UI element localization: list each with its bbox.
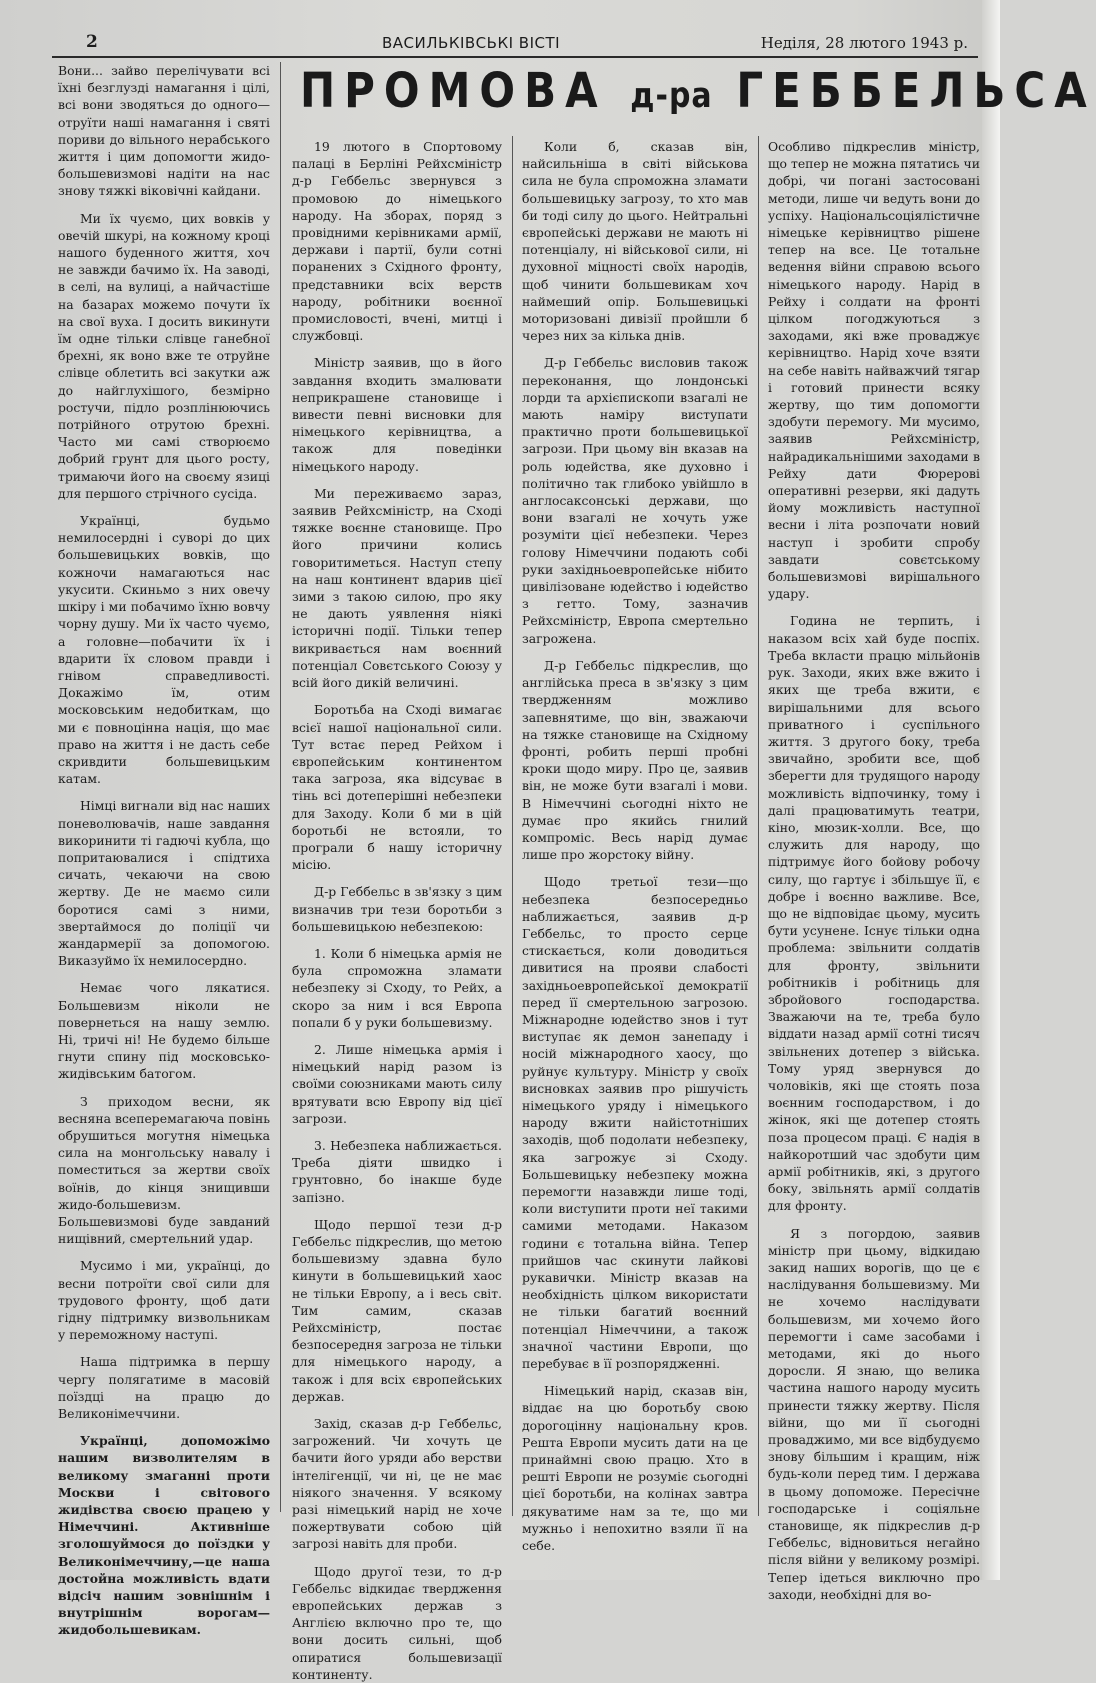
page-number: 2: [86, 32, 98, 52]
paragraph: Немає чого лякатися. Большевизм ніколи не повернеться на нашу землю. Ні, тричі ні! Не будемо більше гнути спину під московсько-жидівським батогом.: [58, 980, 270, 1082]
paragraph: З приходом весни, як весняна всеперемагаюча повінь обрушиться могутня німецька сила на монгольську навалу і поместиться за жертви своїх воїнів, до кінця знищивши жидо-большевизм. Большевизмові буде завданий нищівний, смертельний удар.: [58, 1093, 270, 1247]
header-rule: [52, 56, 978, 58]
paragraph: Ми їх чуємо, цих вовків у овечій шкурі, на кожному кроці нашого буденного життя, хоч не завжди бачимо їх. На заводі, в селі, на вулиці, а найчастіше на базарах можемо почути їх на свої вуха. І досить викинути їм одне тільки слівце ганебної брехні, як воно вже те отруйне слівце облетить всі закутки аж до найглухішого, безмірно ростучи, підло розплінюючись потрійного отрутою брехні. Часто ми самі створюємо добрий грунт для цього росту, тримаючи його на своєму язиці для першого стрічного сусіда.: [58, 210, 270, 501]
paragraph: Наша підтримка в першу чергу полягатиме в масовій поїздці на працю до Великонімеччини.: [58, 1354, 270, 1422]
paragraph: Ми переживаємо зараз, заявив Рейхсміністр, на Сході тяжке воєнне становище. Про його причини колись говоритиметься. Наступ степу на наш континент вдарив цієї зими з такою силою, про яку не дають уявлення ніякі історичні події. Тільки тепер викривається нам воєнний потенціал Совєтського Союзу у всій його дикій величині.: [292, 485, 502, 691]
paragraph: Боротьба на Сході вимагає всієї нашої національної сили. Тут встає перед Рейхом і європейським континентом така загроза, яка відсуває в тінь всі дотеперішні небезпеки для Заходу. Коли б ми в цій боротьбі не встояли, то програли б нашу історичну місію.: [292, 702, 502, 873]
paragraph: Д-р Геббельс висловив також переконання, що лондонські лорди та архієпископи взагалі не мають наміру виступати практично проти большевицької загрози. При цьому він вказав на роль юдейства, яке духовно і політично так глибоко увійшло в англосаксонські держави, що вони взагалі не хочуть уже розуміти цієї небезпеки. Через голову Німеччини подають собі руки західньоевропейське нібито цивілізоване юдейство і юдейство з гетто. Тому, зазначив Рейхсміністр, Европа смертельно загрожена.: [522, 355, 748, 646]
article-headline: [300, 62, 1096, 133]
paragraph: Д-р Геббельс в зв'язку з цим визначив три тези боротьби з большевицькою небезпекою:: [292, 884, 502, 934]
paragraph: Захід, сказав д-р Геббельс, загрожений. Чи хочуть це бачити його уряди або верстви інтелігенції, чи ні, це не має ніякого значення. У всякому разі німецький нарід не хоче пожертвувати собою цій загрозі навіть для проби.: [292, 1416, 502, 1552]
paragraph: Щодо другої тези, то д-р Геббельс відкидає твердження европейських держав з Англією включно про те, що вони досить сильні, щоб опиратися большевизації континенту.: [292, 1563, 502, 1682]
paragraph: Година не терпить, і наказом всіх хай буде поспіх. Треба вкласти працю мільйонів рук. Заходи, яких вже вжито і яких ще треба вжити, є вирішальними для всього приватного і суспільного життя. З другого боку, треба звичайно, зробити все, щоб зберегти для трудящого народу можливість відпочинку, тому і далі працюватимуть театри, кіно, мюзик-холли. Все, що служить для народу, що підтримує його бойову робочу силу, що гартує і збільшує її, є добре і воєнно важливе. Все, що не відповідає цьому, мусить бути усунене. Існує тільки одна проблема: звільнити солдатів для фронту, звільнити робітників і робітниць для збройового господарства. Зважаючи на те, треба було віддати назад армії сотні тисяч звільнених дотепер з війська. Тому уряд звернувся до чоловіків, які ще стоять поза воєнним господарством, і до жінок, які ще дотепер стоять поза процесом праці. Є надія в найкоротший час здобути цим армії робітників, які, з другого боку, звільнять армії солдатів для фронту.: [768, 613, 980, 1214]
paragraph: Коли б, сказав він, найсильніша в світі військова сила не була спроможна зламати большевицьку загрозу, то хто мав би тоді силу до цього. Нейтральні європейські держави не мають ні потенціалу, ні військової сили, ні духовної міцності своїх народів, щоб чинити большевикам хоч наймеший опір. Большевицькі моторизовані дивізії пройшли б через них за кілька днів.: [522, 139, 748, 344]
column-3: [522, 138, 748, 1554]
column-4: [768, 138, 980, 1602]
paragraph: Щодо третьої тези—що небезпека безпосередньо наближається, заявив д-р Геббельс, то просто серце стискається, коли доводиться дивитися на прояви слабості західньоевропейської демократії перед її смертельною загрозою. Міжнародне юдейство знов і тут виступає як демон занепаду і носій міжнародного хаосу, що руйнує культуру. Міністр у своїх висновках заявив про рішучість німецького уряду і німецького народу вжити найістотніших заходів, щоб подолати небезпеку, яка загрожує зі Сходу. Большевицьку небезпеку можна перемогти назавжди лише тоді, коли виступити проти неї такими самими методами. Наказом години є тотальна війна. Тепер прийшов час скинути лайкові рукавички. Міністр вказав на необхідність цілком використати не тільки багатий воєнний потенціал Німеччини, а також значної частини Европи, що перебуває в її розпорядженні.: [522, 874, 748, 1372]
bold-appeal-paragraph: Українці, допоможімо нашим визволителям в великому змаганні проти Москви і світового жидівства своєю працею у Німеччині. Активніше зголошуймося до поїздки у Великонімеччину,—це наша достойна можливість вдати відсіч нашим зовнішнім і внутрішнім ворогам—жидобольшевикам.: [58, 1433, 270, 1638]
paragraph: 19 лютого в Спортовому палаці в Берліні Рейхсміністр д-р Геббельс звернувся з промовою до німецького народу. На зборах, поряд з провідними керівниками армії, держави і партії, були сотні поранених з Східного фронту, представники всіх верств народу, робітники воєнної промисловості, вчені, митці і службовці.: [292, 139, 502, 344]
column-divider-2: [512, 136, 513, 1516]
paragraph: Вони... зайво перелічувати всі їхні безглузді намагання і цілі, всі вони зводяться до одного—отруїти наші намагання і святі пориви до вільного нерабського життя і цим допомогти жидо-большевизмові надіти на нас знову тяжкі віковічні кайдани.: [58, 63, 270, 199]
thesis-3: 3. Небезпека наближається. Треба діяти швидко і грунтовно, бо інакше буде запізно.: [292, 1137, 502, 1205]
paragraph: Щодо першої тези д-р Геббельс підкреслив, що метою большевизму здавна було кинути в большевицький хаос не тільки Европу, а і весь світ. Тим самим, сказав Рейхсміністр, постає безпосередня загроза не тільки для німецького народу, а також і для всіх європейських держав.: [292, 1216, 502, 1404]
issue-date: Неділя, 28 лютого 1943 р.: [760, 34, 968, 52]
headline-word-2: д-ра: [630, 75, 713, 117]
paragraph: Міністр заявив, що в його завдання входить змалювати неприкрашене становище і вивести певні висновки для німецького керівництва, а також для поведінки німецького народу.: [292, 355, 502, 474]
thesis-2: 2. Лише німецька армія і німецький нарід разом із своїми союзниками мають силу врятувати всю Европу від цієї загрози.: [292, 1041, 502, 1126]
thesis-1: 1. Коли б німецька армія не була спроможна зламати небезпеку зі Сходу, то Рейх, а скоро за ним і вся Европа попали б у руки большевизму.: [292, 945, 502, 1030]
column-divider-1: [280, 62, 281, 1512]
headline-word-1: ПРОМОВА: [300, 62, 607, 119]
column-divider-3: [758, 136, 759, 1516]
paragraph: Д-р Геббельс підкреслив, що англійська преса в зв'язку з цим твердженням можливо запевнятиме, що він, зважаючи на тяжке становище на Східному фронті, робить перші пробні кроки щодо миру. Про це, заявив він, не може бути взагалі і мови. В Німеччині сьогодні ніхто не думає про якийсь гнилий компроміс. Весь нарід думає лише про жорстоку війну.: [522, 657, 748, 863]
paragraph: Німецький нарід, сказав він, віддає на цю боротьбу свою дорогоцінну національну кров. Решта Европи мусить дати на це принаймні свою працю. Хто в решті Европи не розуміє сьогодні цієї боротьби, на колінах завтра дякуватиме нам за те, що ми мужньо і непохитно взяли її на себе.: [522, 1383, 748, 1554]
paragraph: Німці вигнали від нас наших поневолювачів, наше завдання викоринити ті гадючі кубла, що попритаювалися і спідтиха сичать, чекаючи на свою жертву. Де не маємо сили боротися самі з ними, звертаймося до поліції чи жандармерії за допомогою. Виказуймо їх немилосердно.: [58, 798, 270, 969]
page-edge: [982, 0, 1000, 1580]
column-1: [58, 62, 270, 1638]
headline-word-3: ГЕББЕЛЬСА: [736, 62, 1096, 119]
page-header: [52, 28, 978, 54]
column-2: [292, 138, 502, 1682]
newspaper-name: ВАСИЛЬКІВСЬКІ ВІСТІ: [382, 34, 561, 52]
paragraph: Українці, будьмо немилосердні і суворі до цих большевицьких вовків, що кожночи намагаються нас укусити. Скиньмо з них овечу шкіру і ми побачимо їхню вовчу чорну душу. Ми їх часто чуємо, а головне—побачити їх і вдарити їх словом правди і гнівом справедливості. Докажімо їм, отим московським недобиткам, що ми є повноцінна нація, що має право на життя і не дасть себе скривдити большевицьким катам.: [58, 513, 270, 787]
paragraph: Особливо підкреслив міністр, що тепер не можна пятатись чи добрі, чи погані застосовані методи, лише чи ведуть вони до успіху. Національсоціялістичне німецьке керівництво рішене тепер на все. Це тотальне ведення війни справою всього німецького народу. Нарід в Рейху і солдати на фронті цілком погоджуються з заходами, які вже проваджує керівництво. Нарід хоче взяти на себе навіть найважчий тягар і готовий принести всяку жертву, що тим допомогти здобути перемогу. Ми мусимо, заявив Рейхсміністр, найрадикальнішими заходами в Рейху дати Фюрерові оперативні резерви, які дадуть йому можливість наступної весни і літа розпочати новий наступ і зробити спробу завдати совєтському большевизмові вирішального удару.: [768, 139, 980, 602]
paragraph: Мусимо і ми, українці, до весни потроїти свої сили для трудового фронту, щоб дати гідну підтримку визвольникам у переможному наступі.: [58, 1258, 270, 1343]
paragraph: Я з погордою, заявив міністр при цьому, відкидаю закид наших ворогів, що це є наслідування большевизму. Ми не хочемо наслідувати большевизм, ми хочемо його перемогти і саме засобами і методами, які до нього доросли. Я знаю, що велика частина нашого народу мусить принести тяжку жертву. Після війни, що ми її сьогодні проваджимо, ми все відбудуємо знову більшим і кращим, ніж будь-коли перед тим. І держава в цьому допоможе. Пересічне господарське і соціяльне становище, як підкреслив д-р Геббельс, відновиться негайно після війни у великому розмірі. Тепер ідеться виключно про заходи, необхідні для во-: [768, 1225, 980, 1602]
